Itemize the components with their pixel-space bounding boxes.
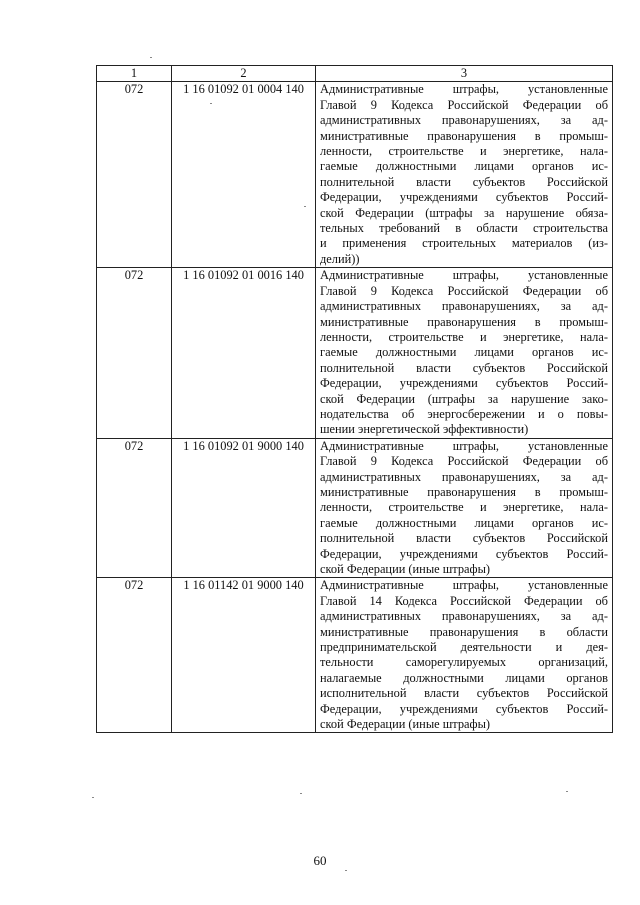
description-line: полнительной власти субъектов Российской — [320, 360, 608, 375]
description-line: министративные правонарушения в промыш- — [320, 484, 608, 499]
scan-speck — [210, 103, 212, 104]
description-line: министративные правонарушения в промыш- — [320, 128, 608, 143]
kbk-code-cell: 1 16 01142 01 9000 140 — [172, 578, 316, 733]
description-line: налагаемые должностными лицами органов — [320, 670, 608, 685]
description-line: тельных требований в области строительства — [320, 221, 608, 236]
description-line: Административные штрафы, установленные — [320, 578, 608, 593]
description-line: Федерации, учреждениями субъектов Россий- — [320, 376, 608, 391]
description-line: административных правонарушениях, за ад- — [320, 609, 608, 624]
description-line: министративные правонарушения в области — [320, 624, 608, 639]
scan-speck — [92, 797, 94, 798]
scan-speck — [345, 870, 347, 871]
description-line: гаемые должностными лицами органов ис- — [320, 345, 608, 360]
description-line: ленности, строительстве и энергетике, нала- — [320, 144, 608, 159]
kbk-code-cell: 1 16 01092 01 9000 140 — [172, 438, 316, 578]
description-line: министративные правонарушения в промыш- — [320, 314, 608, 329]
description-line: ской Федерации (штрафы за нарушение обяза- — [320, 205, 608, 220]
admin-code-cell: 072 — [97, 268, 172, 438]
description-line: гаемые должностными лицами органов ис- — [320, 159, 608, 174]
description-line: гаемые должностными лицами органов ис- — [320, 515, 608, 530]
description-line: ской Федерации (штрафы за нарушение зако- — [320, 391, 608, 406]
column-header-2: 2 — [172, 66, 316, 82]
description-line: Административные штрафы, установленные — [320, 82, 608, 97]
table-header-row — [97, 66, 613, 82]
description-line: полнительной власти субъектов Российской — [320, 531, 608, 546]
description-line: исполнительной власти субъектов Российской — [320, 686, 608, 701]
description-cell — [316, 82, 613, 268]
table-row — [97, 82, 613, 268]
description-line: ской Федерации (иные штрафы) — [320, 717, 491, 732]
description-line: и применения строительных материалов (из- — [320, 236, 608, 251]
scan-speck — [566, 791, 568, 792]
description-line: Административные штрафы, установленные — [320, 438, 608, 453]
description-line: ленности, строительстве и энергетике, нала- — [320, 329, 608, 344]
description-line: шении энергетической эффективности) — [320, 422, 529, 437]
scan-speck — [300, 793, 302, 794]
description-line: предпринимательской деятельности и дея- — [320, 640, 608, 655]
description-cell — [316, 578, 613, 733]
table-body — [97, 82, 613, 733]
description-line: административных правонарушениях, за ад- — [320, 299, 608, 314]
page-number: 60 — [313, 853, 327, 868]
description-line: Главой 9 Кодекса Российской Федерации об — [320, 283, 608, 298]
description-line: полнительной власти субъектов Российской — [320, 174, 608, 189]
description-line: Главой 14 Кодекса Российской Федерации об — [320, 593, 608, 608]
description-cell — [316, 438, 613, 578]
scan-speck — [304, 206, 306, 207]
table-row — [97, 268, 613, 438]
description-line: нодательства об энергосбережении и о повы- — [320, 406, 608, 421]
kbk-code-cell: 1 16 01092 01 0016 140 — [172, 268, 316, 438]
table-row — [97, 438, 613, 578]
column-header-3: 3 — [316, 66, 613, 82]
description-cell — [316, 268, 613, 438]
description-line: Федерации, учреждениями субъектов Россий- — [320, 190, 608, 205]
budget-codes-table — [96, 65, 613, 733]
table-row — [97, 578, 613, 733]
description-line: ленности, строительстве и энергетике, нала- — [320, 500, 608, 515]
description-line: Главой 9 Кодекса Российской Федерации об — [320, 454, 608, 469]
description-line: тельности саморегулируемых организаций, — [320, 655, 608, 670]
description-line: делий)) — [320, 251, 360, 266]
description-line: административных правонарушениях, за ад- — [320, 469, 608, 484]
column-header-1: 1 — [97, 66, 172, 82]
description-line: Федерации, учреждениями субъектов Россий- — [320, 546, 608, 561]
description-line: Федерации, учреждениями субъектов Россий- — [320, 701, 608, 716]
scan-speck — [150, 57, 152, 58]
kbk-code-cell: 1 16 01092 01 0004 140 — [172, 82, 316, 268]
description-line: административных правонарушениях, за ад- — [320, 113, 608, 128]
description-line: ской Федерации (иные штрафы) — [320, 562, 491, 576]
description-line: Главой 9 Кодекса Российской Федерации об — [320, 97, 608, 112]
admin-code-cell: 072 — [97, 82, 172, 268]
description-line: Административные штрафы, установленные — [320, 268, 608, 283]
admin-code-cell: 072 — [97, 578, 172, 733]
admin-code-cell: 072 — [97, 438, 172, 578]
